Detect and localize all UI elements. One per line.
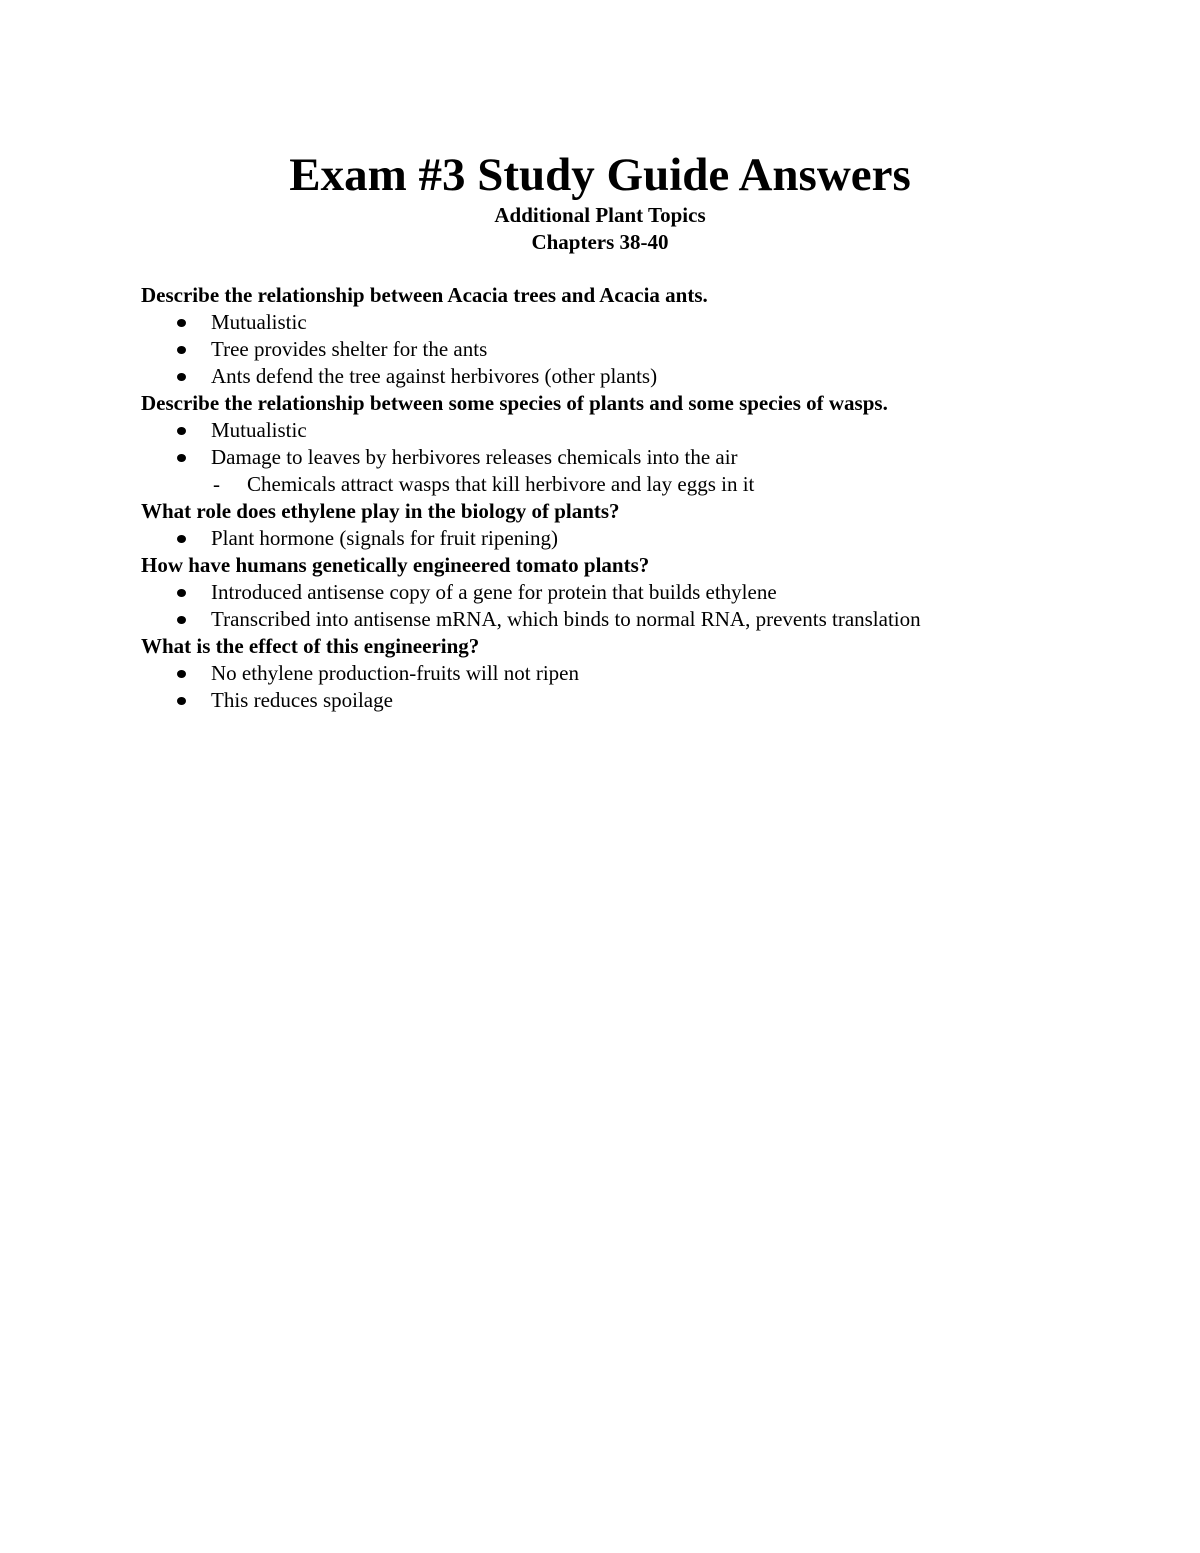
bullet-icon <box>177 670 186 678</box>
answer-item: Ants defend the tree against herbivores (other plants) <box>141 363 1141 390</box>
answer-item: Mutualistic <box>141 309 1141 336</box>
question-3: What role does ethylene play in the biology of plants? <box>141 499 620 523</box>
answer-item: Tree provides shelter for the ants <box>141 336 1141 363</box>
answer-item: Transcribed into antisense mRNA, which binds to normal RNA, prevents translation <box>141 606 1141 633</box>
bullet-icon <box>177 589 186 597</box>
bullet-icon <box>177 373 186 381</box>
answer-item: This reduces spoilage <box>141 687 1141 714</box>
bullet-icon <box>177 697 186 705</box>
document-subtitle: Additional Plant Topics <box>494 203 706 227</box>
answer-item: Mutualistic <box>141 417 1141 444</box>
dash-marker: - <box>213 472 220 496</box>
bullet-icon <box>177 427 186 435</box>
answer-item: Damage to leaves by herbivores releases chemicals into the air <box>141 444 1141 471</box>
sub-answer-item: - Chemicals attract wasps that kill herbivore and lay eggs in it <box>213 472 755 496</box>
question-5: What is the effect of this engineering? <box>141 634 480 658</box>
bullet-icon <box>177 319 186 327</box>
question-2: Describe the relationship between some species of plants and some species of wasps. <box>141 391 888 415</box>
study-guide-content <box>141 282 1141 714</box>
answer-item: Plant hormone (signals for fruit ripening) <box>141 525 1141 552</box>
bullet-icon <box>177 346 186 354</box>
document-chapters: Chapters 38-40 <box>531 230 669 254</box>
answer-item: No ethylene production-fruits will not ripen <box>141 660 1141 687</box>
answer-item: Introduced antisense copy of a gene for protein that builds ethylene <box>141 579 1141 606</box>
question-4: How have humans genetically engineered tomato plants? <box>141 553 650 577</box>
bullet-icon <box>177 535 186 543</box>
bullet-icon <box>177 454 186 462</box>
question-1: Describe the relationship between Acacia trees and Acacia ants. <box>141 283 708 307</box>
bullet-icon <box>177 616 186 624</box>
document-title: Exam #3 Study Guide Answers <box>289 149 911 201</box>
